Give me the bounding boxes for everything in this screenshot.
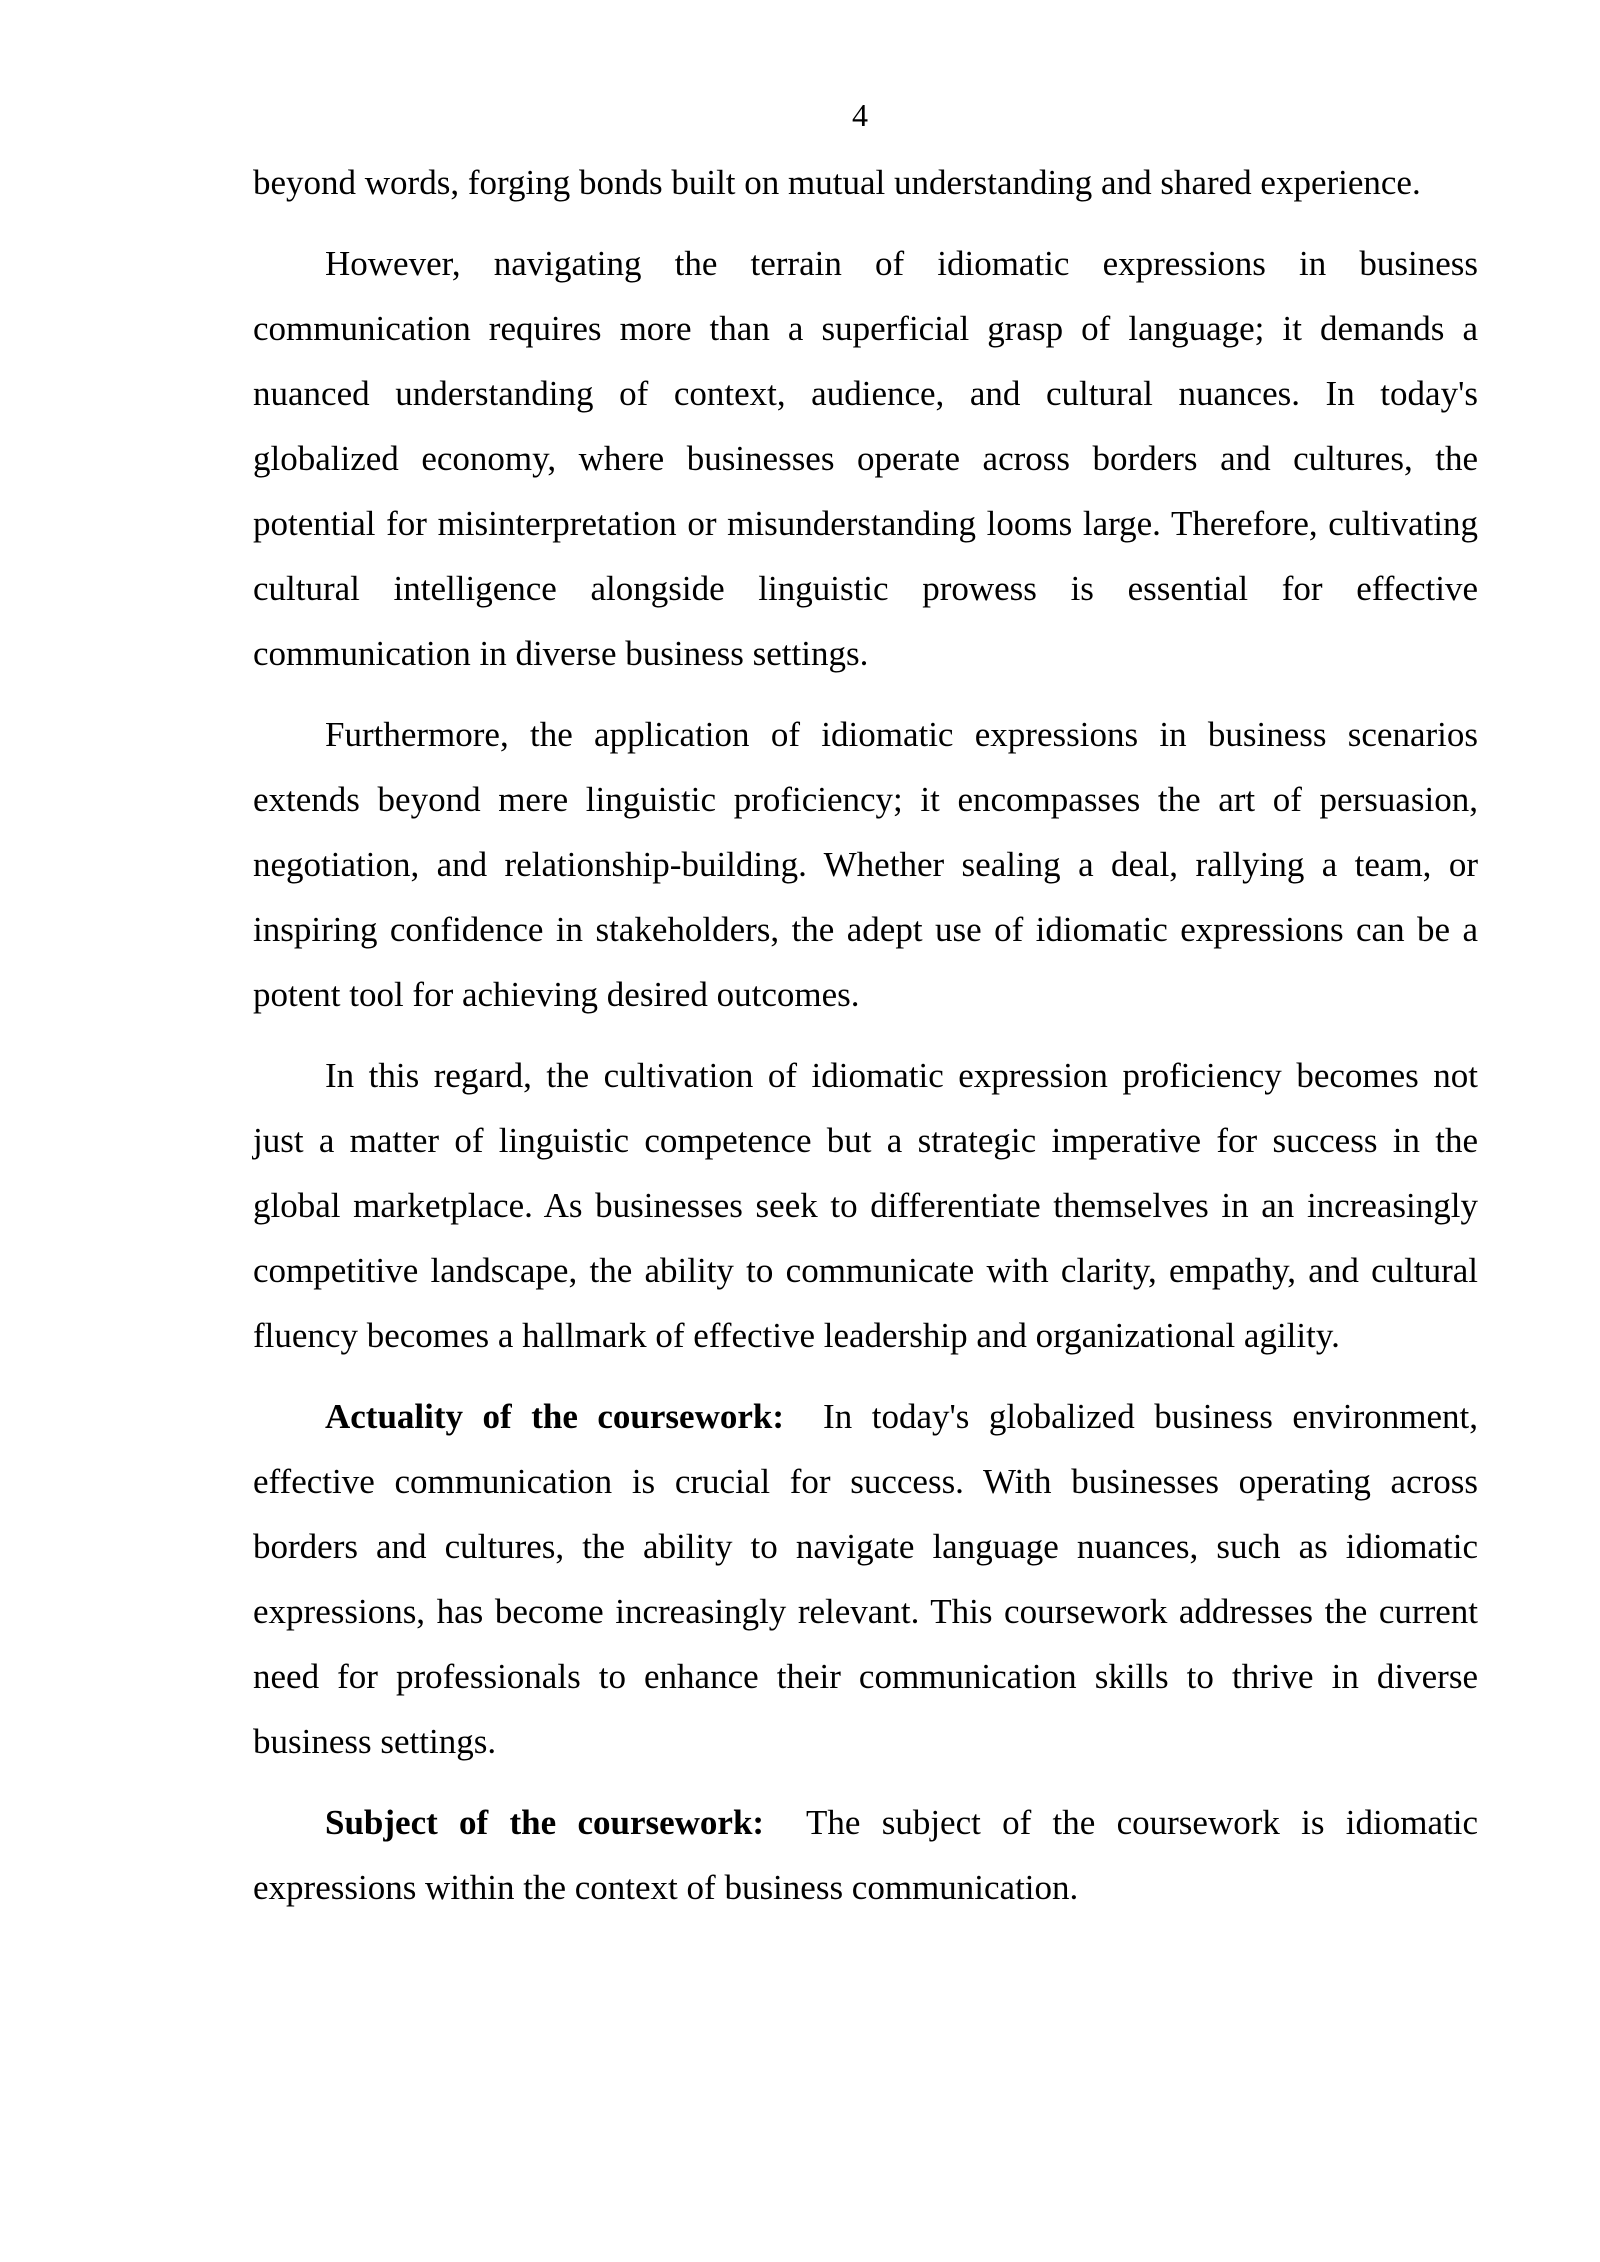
paragraph-cultural-nuances: However, navigating the terrain of idiomatic expressions in business communication requires more than a superficial grasp of language; it demands a nuanced understanding of context, audience, and cultural nuances. In today's globalized economy, where businesses operate across borders and cultures, the potential for misinterpretation or misunderstanding looms large. Therefore, cultivating cultural intelligence alongside linguistic prowess is essential for effective communication in diverse business settings.: [253, 244, 1478, 673]
paragraph-actuality: [253, 1384, 1478, 1774]
paragraph-continuation: beyond words, forging bonds built on mutual understanding and shared experience.: [253, 163, 1421, 202]
subject-label: Subject of the coursework:: [325, 1803, 765, 1842]
body-text: [253, 150, 1478, 1936]
paragraph-business-application: Furthermore, the application of idiomatic expressions in business scenarios extends beyond mere linguistic proficiency; it encompasses the art of persuasion, negotiation, and relationship-building. Whether sealing a deal, rallying a team, or inspiring confidence in stakeholders, the adept use of idiomatic expressions can be a potent tool for achieving desired outcomes.: [253, 715, 1478, 1014]
actuality-text: In today's globalized business environment, effective communication is crucial for success. With businesses operating across borders and cultures, the ability to navigate language nuances, such as idiomatic expressions, has become increasingly relevant. This coursework addresses the current need for professionals to enhance their communication skills to thrive in diverse business settings.: [253, 1397, 1478, 1761]
subject-text: The subject of the coursework is idiomatic expressions within the context of business communication.: [253, 1803, 1478, 1907]
paragraph-subject: [253, 1790, 1478, 1920]
page-number: 4: [852, 97, 868, 133]
paragraph-strategic-imperative: In this regard, the cultivation of idiomatic expression proficiency becomes not just a matter of linguistic competence but a strategic imperative for success in the global marketplace. As businesses seek to differentiate themselves in an increasingly competitive landscape, the ability to communicate with clarity, empathy, and cultural fluency becomes a hallmark of effective leadership and organizational agility.: [253, 1056, 1478, 1355]
actuality-label: Actuality of the coursework:: [325, 1397, 785, 1436]
